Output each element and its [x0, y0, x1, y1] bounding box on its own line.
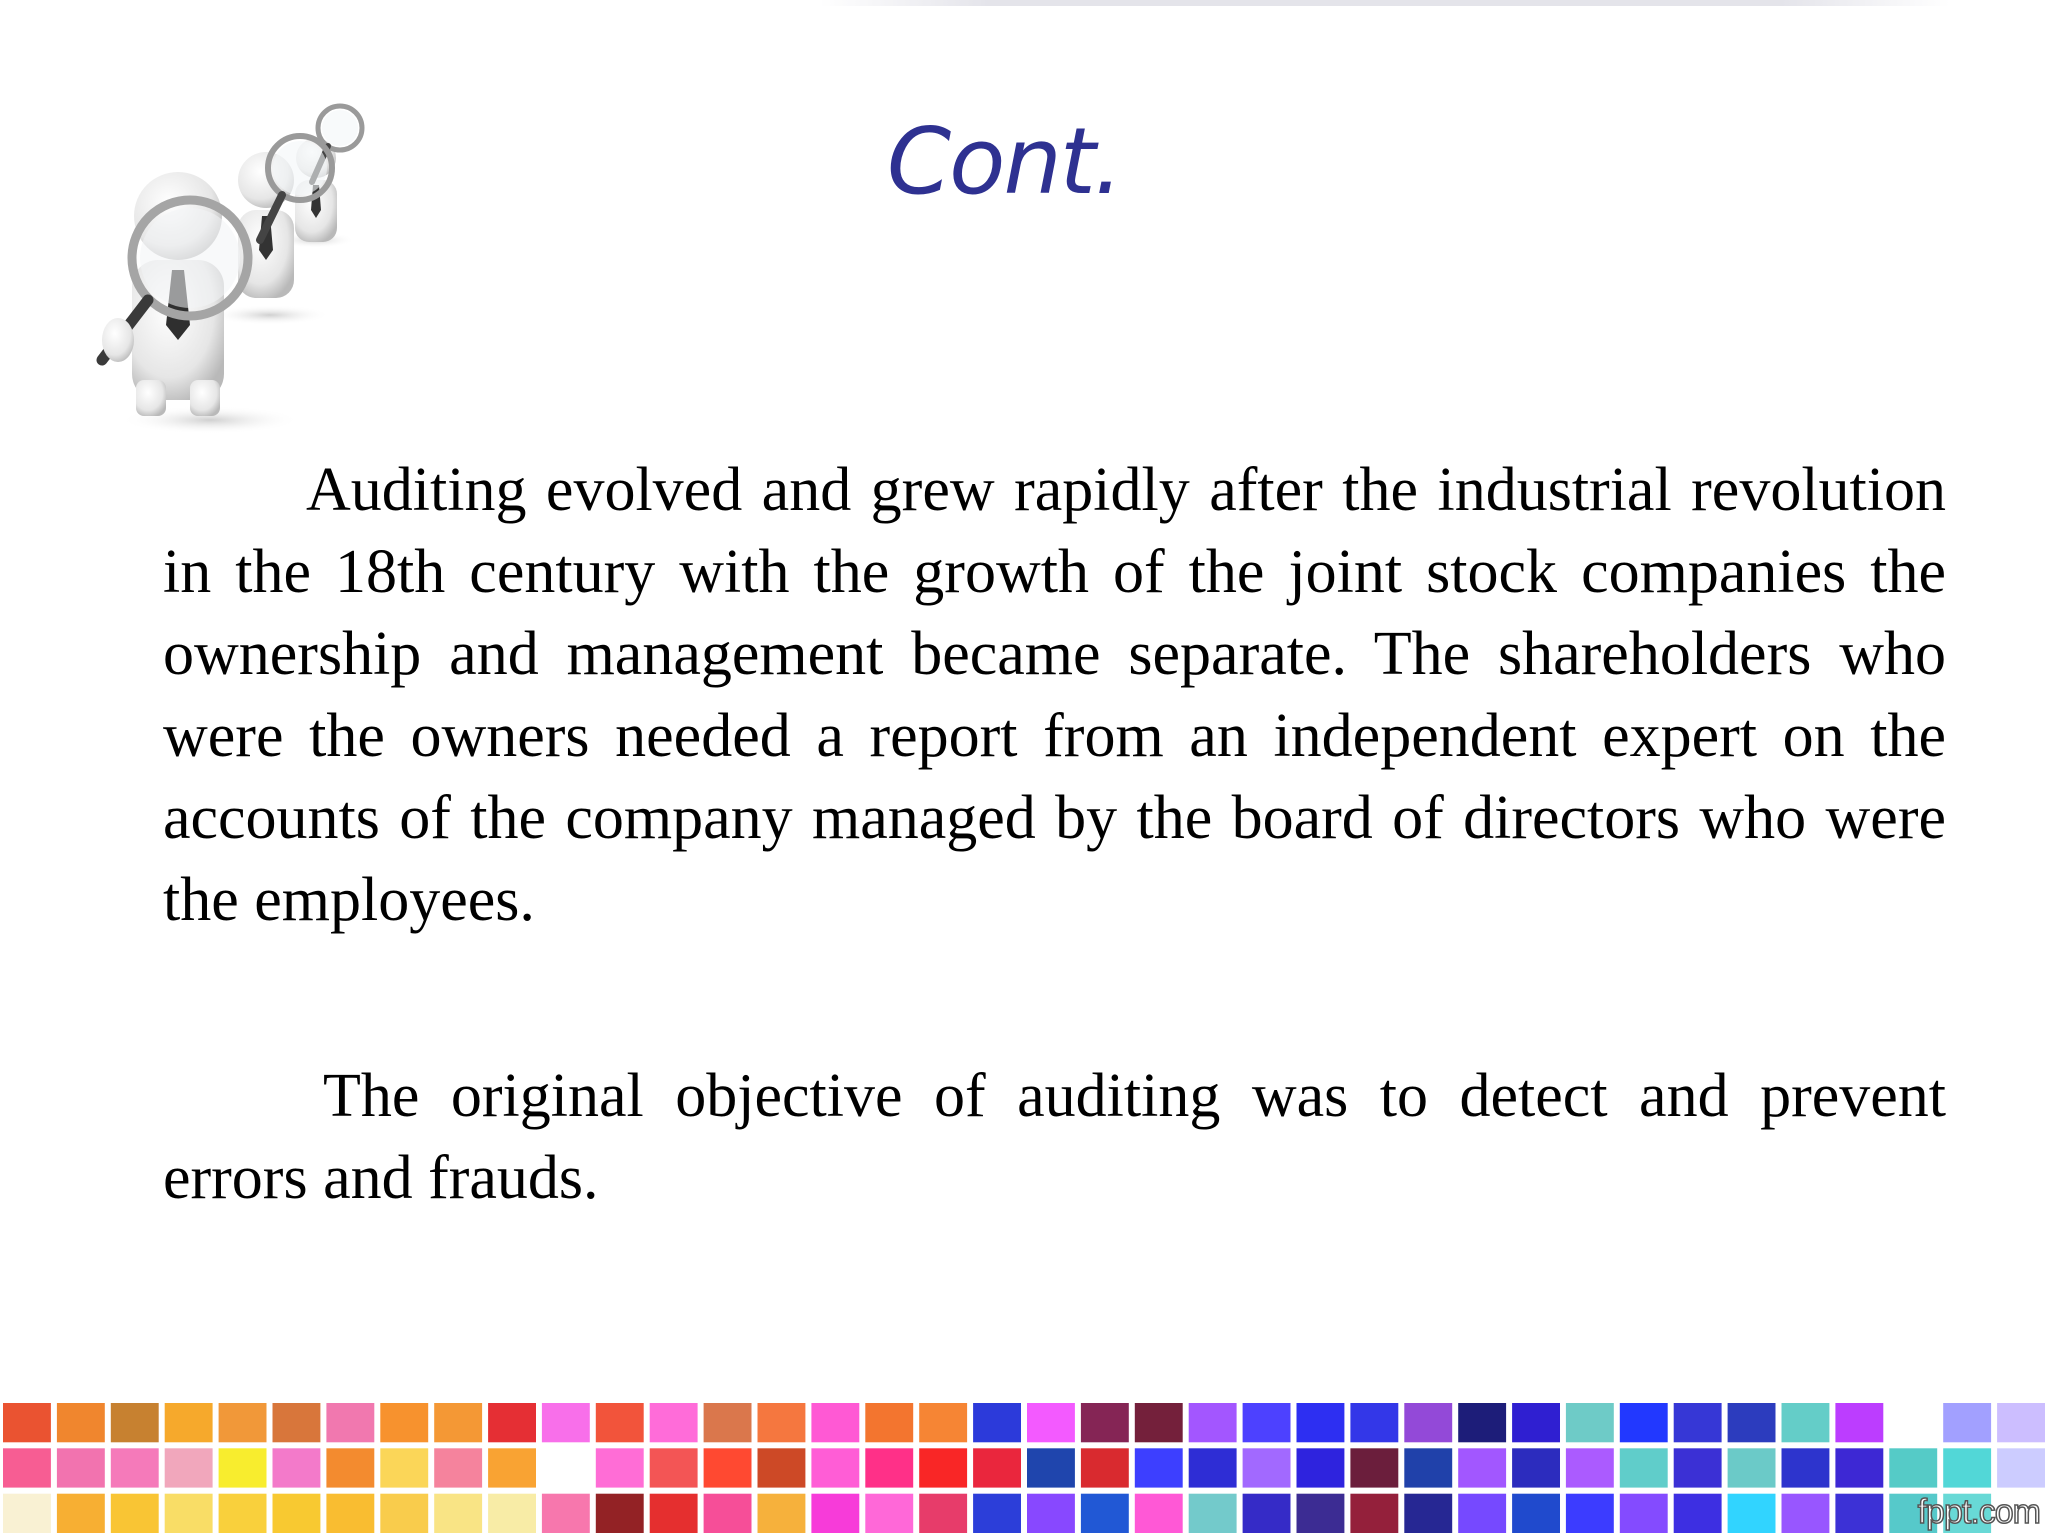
mosaic-tile [1081, 1448, 1129, 1487]
mosaic-tile [811, 1448, 859, 1487]
top-shade-decoration [820, 0, 1950, 6]
mosaic-tile [273, 1448, 321, 1487]
mosaic-tile [1404, 1448, 1452, 1487]
body-paragraph-auditing-history: Auditing evolved and grew rapidly after the industrial revolution in the 18th century with the growth of the joint stock companies the ownership and management became separate. The shareholders who were the owners needed a report from an independent expert on the accounts of the company managed by the board of directors who were the employees. [163, 456, 1946, 934]
mosaic-tile [1027, 1448, 1075, 1487]
mosaic-tile [1189, 1403, 1237, 1442]
mosaic-tile [758, 1494, 806, 1533]
mosaic-tile [811, 1403, 859, 1442]
mosaic-tile [1889, 1448, 1937, 1487]
mosaic-tile [434, 1494, 482, 1533]
mosaic-tile [57, 1403, 105, 1442]
mosaic-tile [165, 1448, 213, 1487]
mosaic-tile [380, 1448, 428, 1487]
mosaic-tile [57, 1494, 105, 1533]
mosaic-tile [1297, 1494, 1345, 1533]
mosaic-tile [3, 1403, 51, 1442]
mosaic-tile [3, 1448, 51, 1487]
mosaic-tile [1512, 1403, 1560, 1442]
mosaic-tile [1997, 1448, 2045, 1487]
mosaic-tile [1943, 1403, 1991, 1442]
mosaic-tile [273, 1403, 321, 1442]
mosaic-tile [1404, 1403, 1452, 1442]
mosaic-tile [3, 1494, 51, 1533]
mosaic-tile [488, 1448, 536, 1487]
mosaic-tile [1027, 1494, 1075, 1533]
mosaic-tile [434, 1448, 482, 1487]
mosaic-tile [650, 1494, 698, 1533]
mosaic-tile [1566, 1494, 1614, 1533]
mosaic-tile [973, 1403, 1021, 1442]
mosaic-tile [1243, 1494, 1291, 1533]
mosaic-tile [596, 1494, 644, 1533]
mosaic-tile [1620, 1448, 1668, 1487]
mosaic-tile [1081, 1494, 1129, 1533]
mosaic-tile [326, 1403, 374, 1442]
color-mosaic-footer [0, 1400, 2048, 1536]
mosaic-tile [1728, 1494, 1776, 1533]
mosaic-tile [1243, 1448, 1291, 1487]
mosaic-tile [811, 1494, 859, 1533]
mosaic-tile [919, 1403, 967, 1442]
mosaic-tile [111, 1494, 159, 1533]
mosaic-tile [542, 1494, 590, 1533]
mosaic-tile [111, 1403, 159, 1442]
mosaic-tile [1782, 1494, 1830, 1533]
mosaic-tile [1728, 1448, 1776, 1487]
mosaic-tile [111, 1448, 159, 1487]
mosaic-tile [165, 1403, 213, 1442]
mosaic-tile [219, 1494, 267, 1533]
mosaic-tile [1566, 1448, 1614, 1487]
mosaic-tile [542, 1448, 590, 1487]
mosaic-tile [919, 1494, 967, 1533]
mosaic-tile [488, 1494, 536, 1533]
mosaic-tile [219, 1403, 267, 1442]
mosaic-tile [1674, 1494, 1722, 1533]
mosaic-tile [1081, 1403, 1129, 1442]
mosaic-tile [1297, 1403, 1345, 1442]
mosaic-tile [1512, 1448, 1560, 1487]
mosaic-tile [865, 1494, 913, 1533]
mosaic-tile [973, 1448, 1021, 1487]
mosaic-tile [219, 1448, 267, 1487]
mosaic-tile [973, 1494, 1021, 1533]
mosaic-tile [380, 1494, 428, 1533]
mosaic-tile [1835, 1448, 1883, 1487]
mosaic-tile [488, 1403, 536, 1442]
mosaic-tile [596, 1448, 644, 1487]
mosaic-tile [326, 1494, 374, 1533]
mosaic-tile [919, 1448, 967, 1487]
mosaic-tile [1350, 1494, 1398, 1533]
mosaic-tile [1458, 1403, 1506, 1442]
mosaic-tile [1782, 1448, 1830, 1487]
mosaic-tile [434, 1403, 482, 1442]
mosaic-tile [57, 1448, 105, 1487]
mosaic-tile [1189, 1494, 1237, 1533]
mosaic-tile [1997, 1403, 2045, 1442]
mosaic-tile [596, 1403, 644, 1442]
mosaic-tile [758, 1403, 806, 1442]
mosaic-tile [1782, 1403, 1830, 1442]
mosaic-tile [704, 1403, 752, 1442]
mosaic-tile [1512, 1494, 1560, 1533]
mosaic-tile [1458, 1448, 1506, 1487]
mosaic-tile [1135, 1448, 1183, 1487]
mosaic-tile [1620, 1403, 1668, 1442]
mosaic-tile [758, 1448, 806, 1487]
mosaic-tile [1350, 1448, 1398, 1487]
mosaic-tile [1943, 1448, 1991, 1487]
mosaic-tile [1566, 1403, 1614, 1442]
mosaic-tile [542, 1403, 590, 1442]
mosaic-tile [1889, 1403, 1937, 1442]
mosaic-tile [1189, 1448, 1237, 1487]
mosaic-tile [1674, 1448, 1722, 1487]
mosaic-tile [1135, 1494, 1183, 1533]
mosaic-tile [1350, 1403, 1398, 1442]
mosaic-tile [865, 1448, 913, 1487]
mosaic-tile [1297, 1448, 1345, 1487]
mosaic-tile [1835, 1494, 1883, 1533]
mosaic-tile [650, 1448, 698, 1487]
mosaic-tile [273, 1494, 321, 1533]
mosaic-tile [1674, 1403, 1722, 1442]
mosaic-tile [704, 1448, 752, 1487]
mosaic-tile [1835, 1403, 1883, 1442]
mosaic-tile [380, 1403, 428, 1442]
mosaic-tile [650, 1403, 698, 1442]
mosaic-tile [1620, 1494, 1668, 1533]
mosaic-tile [1404, 1494, 1452, 1533]
mosaic-tile [1458, 1494, 1506, 1533]
mosaic-tile [1728, 1403, 1776, 1442]
mosaic-tile [1243, 1403, 1291, 1442]
mosaic-tile [704, 1494, 752, 1533]
mosaic-tile [165, 1494, 213, 1533]
mosaic-tile [865, 1403, 913, 1442]
slide-title: Cont. [886, 108, 1122, 215]
mosaic-tile [1135, 1403, 1183, 1442]
footer-brand-logo: fppt.com [1917, 1493, 2040, 1531]
mosaic-tile [1027, 1403, 1075, 1442]
body-paragraph-auditing-objective: The original objective of auditing was to detect and prevent errors and frauds. [163, 1062, 1946, 1212]
mosaic-tile [326, 1448, 374, 1487]
